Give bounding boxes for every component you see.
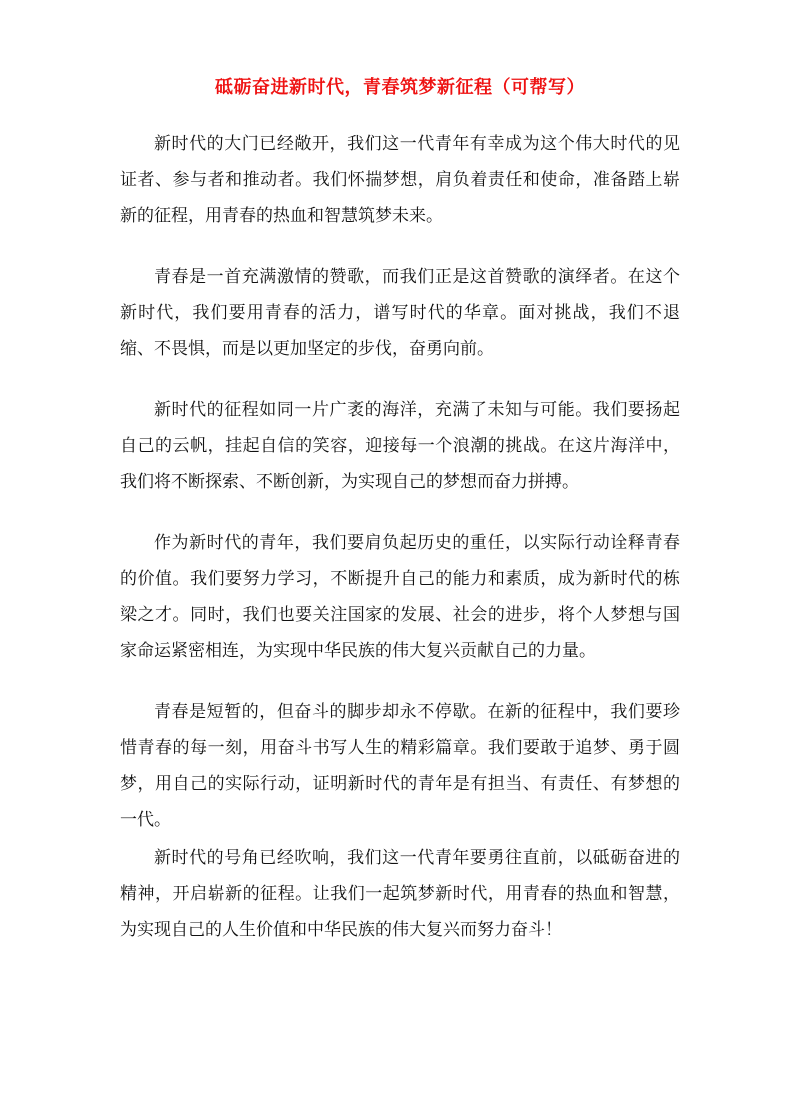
paragraph-2: 青春是一首充满激情的赞歌，而我们正是这首赞歌的演绎者。在这个新时代，我们要用青春的活力，谱写时代的华章。面对挑战，我们不退缩、不畏惧，而是以更加坚定的步伐，奋勇向前。 bbox=[120, 267, 680, 359]
paragraph-4: 作为新时代的青年，我们要肩负起历史的重任，以实际行动诠释青春的价值。我们要努力学习，不断提升自己的能力和素质，成为新时代的栋梁之才。同时，我们也要关注国家的发展、社会的进步，将个人梦想与国家命运紧密相连，为实现中华民族的伟大复兴贡献自己的力量。 bbox=[120, 533, 680, 661]
paragraph-3: 新时代的征程如同一片广袤的海洋，充满了未知与可能。我们要扬起自己的云帆，挂起自信的笑容，迎接每一个浪潮的挑战。在这片海洋中，我们将不断探索、不断创新，为实现自己的梦想而奋力拼搏。 bbox=[120, 400, 680, 492]
document-body bbox=[120, 126, 680, 948]
document-title: 砥砺奋进新时代，青春筑梦新征程（可帮写） bbox=[215, 77, 585, 98]
paragraph-1: 新时代的大门已经敞开，我们这一代青年有幸成为这个伟大时代的见证者、参与者和推动者。我们怀揣梦想，肩负着责任和使命，准备踏上崭新的征程，用青春的热血和智慧筑梦未来。 bbox=[120, 134, 680, 226]
paragraph-5: 青春是短暂的，但奋斗的脚步却永不停歇。在新的征程中，我们要珍惜青春的每一刻，用奋斗书写人生的精彩篇章。我们要敢于追梦、勇于圆梦，用自己的实际行动，证明新时代的青年是有担当、有责任、有梦想的一代。 bbox=[120, 702, 680, 830]
paragraph-6: 新时代的号角已经吹响，我们这一代青年要勇往直前，以砥砺奋进的精神，开启崭新的征程。让我们一起筑梦新时代，用青春的热血和智慧，为实现自己的人生价值和中华民族的伟大复兴而努力奋斗！ bbox=[120, 848, 680, 940]
